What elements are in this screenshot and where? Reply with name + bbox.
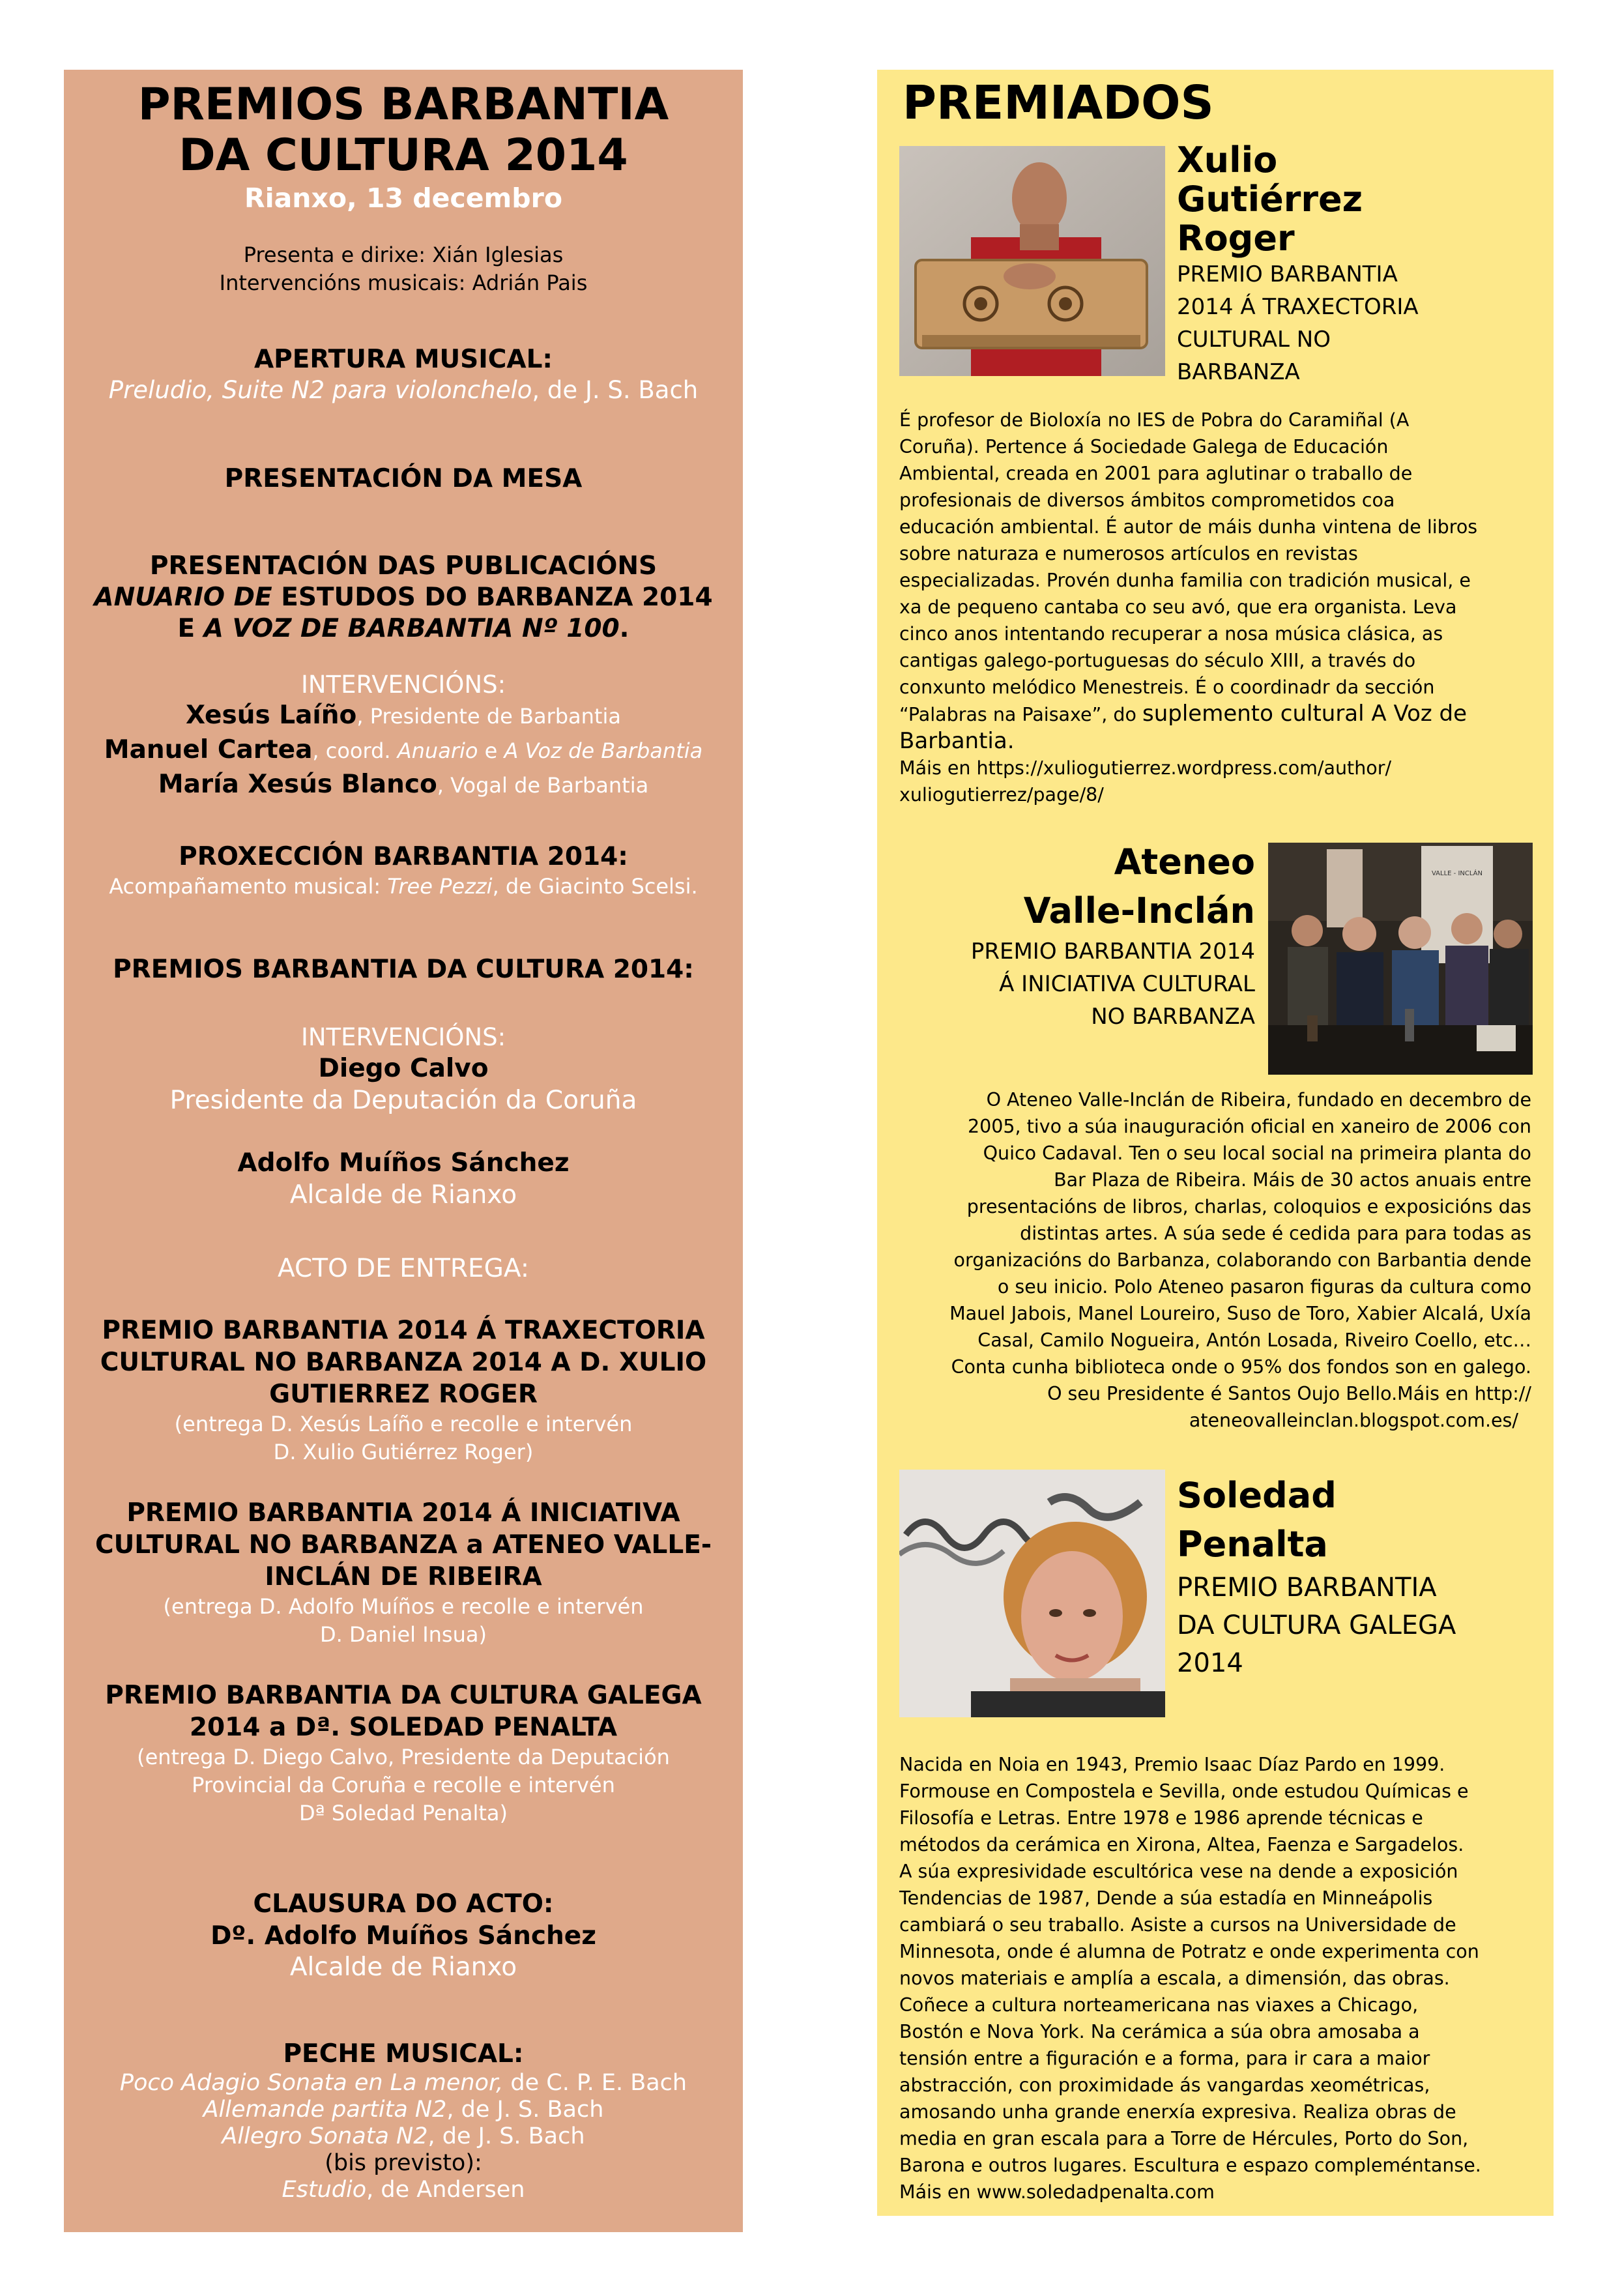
xulio-bio — [899, 407, 1544, 808]
winner-award: BARBANZA — [1177, 359, 1300, 385]
publications-voz: A VOZ DE BARBANTIA Nº 100 — [203, 614, 620, 643]
bio-line: profesionais de diversos ámbitos comprometidos coa — [899, 489, 1395, 511]
bio-line: O Ateneo Valle-Inclán de Ribeira, fundado en decembro de — [986, 1089, 1531, 1111]
speaker-role: , Vogal de Barbantia — [437, 773, 649, 798]
winners-panel — [877, 70, 1554, 2216]
award-line: PREMIO BARBANTIA 2014 Á TRAXECTORIA — [102, 1316, 705, 1345]
bio-line: organizacións do Barbanza, colaborando con Barbantia dende — [953, 1249, 1531, 1271]
speaker-name: Diego Calvo — [318, 1054, 489, 1083]
winners-heading: PREMIADOS — [903, 76, 1214, 130]
bio-line: Quico Cadaval. Ten o seu local social na primeira planta do — [983, 1142, 1531, 1164]
projection-section — [64, 841, 743, 900]
award-note: (entrega D. Xesús Laíño e recolle e intervén — [174, 1412, 633, 1436]
bio-line-highlight: suplemento cultural A Voz de — [1142, 701, 1468, 727]
programme-panel — [64, 70, 743, 2232]
bio-link: ateneovalleinclan.blogspot.com.es/ — [1189, 1410, 1518, 1431]
credits — [64, 241, 743, 297]
bio-line: sobre naturaza e numerosos artículos en revistas — [899, 543, 1358, 564]
mesa-heading: PRESENTACIÓN DA MESA — [224, 464, 583, 493]
winner-award: CULTURAL NO — [1177, 327, 1331, 353]
winner-award: 2014 Á TRAXECTORIA — [1177, 294, 1419, 320]
bio-line: presentacións de libros, charlas, coloquios e exposicións das — [966, 1196, 1531, 1217]
interventions-label: INTERVENCIÓNS: — [300, 1023, 506, 1051]
piece-title: Estudio — [282, 2177, 367, 2203]
bio-line: cinco anos intentando recuperar a nosa música clásica, as — [899, 623, 1443, 645]
speaker-role: , coord. — [312, 738, 398, 763]
bis-note: (bis previsto): — [325, 2150, 482, 2176]
ateneo-photo — [1268, 843, 1533, 1075]
bio-line: Coñece a cultura norteamericana nas viaxes a Chicago, — [899, 1994, 1419, 2016]
award-note: D. Xulio Gutiérrez Roger) — [273, 1440, 534, 1464]
soledad-header — [1177, 1471, 1542, 1682]
publications-anuario: ANUARIO DE — [94, 583, 272, 612]
music-line: Intervencións musicais: Adrián Pais — [219, 270, 588, 295]
bio-line: Casal, Camilo Nogueira, Antón Losada, Riveiro Coello, etc… — [977, 1330, 1531, 1351]
bio-line: o seu inicio. Polo Ateneo pasaron figuras da cultura como — [997, 1276, 1531, 1298]
opening-section — [64, 343, 743, 405]
place-date: Rianxo, 13 decembro — [244, 182, 562, 214]
ateneo-photo-image — [1268, 843, 1533, 1075]
speaker-name: Adolfo Muíños Sánchez — [237, 1148, 570, 1178]
award-line: 2014 a Dª. SOLEDAD PENALTA — [189, 1713, 618, 1742]
bio-line: 2005, tivo a súa inauguración oficial en xaneiro de 2006 con — [967, 1116, 1531, 1137]
bio-line: Tendencias de 1987, Dende a súa estadía en Minneápolis — [899, 1887, 1433, 1909]
projection-work: Tree Pezzi — [387, 874, 493, 899]
speaker-role: , Presidente de Barbantia — [356, 704, 621, 729]
title-line-1: PREMIOS BARBANTIA — [137, 79, 669, 130]
projection-note: Acompañamento musical: — [109, 874, 388, 899]
bio-link: Máis en https://xuliogutierrez.wordpress.com/author/ — [899, 757, 1392, 779]
piece-title: Poco Adagio Sonata en La menor, — [119, 2070, 504, 2096]
publications-line-2: ESTUDOS DO BARBANZA 2014 — [272, 583, 713, 612]
piece-composer: de C. P. E. Bach — [503, 2070, 687, 2096]
bio-line: métodos da cerámica en Xirona, Altea, Faenza e Sargadelos. — [899, 1834, 1464, 1855]
closing-music — [64, 2038, 743, 2203]
bio-line: distintas artes. A súa sede é cedida para para todas as — [1020, 1223, 1531, 1244]
speaker-role: Presidente da Deputación da Coruña — [169, 1086, 637, 1115]
award-note: Provincial da Coruña e recolle e intervén — [192, 1773, 615, 1797]
bio-line: Ambiental, creada en 2001 para aglutinar o traballo de — [899, 463, 1413, 484]
projection-composer: , de Giacinto Scelsi. — [492, 874, 698, 899]
bio-line: Formouse en Compostela e Sevilla, onde estudou Químicas e — [899, 1780, 1469, 1802]
interventions-1 — [64, 669, 743, 804]
bio-line: “Palabras na Paisaxe”, do — [899, 704, 1143, 725]
bio-line: Mauel Jabois, Manel Loureiro, Suso de Toro, Xabier Alcalá, Uxía — [949, 1303, 1531, 1324]
publications-suffix: . — [619, 614, 629, 643]
winner-name: Roger — [1177, 218, 1295, 259]
winner-award: PREMIO BARBANTIA 2014 — [970, 938, 1255, 965]
bio-line: media en gran escala para a Torre de Hércules, Porto do Son, — [899, 2128, 1469, 2149]
bio-line: Bar Plaza de Ribeira. Máis de 30 actos anuais entre — [1054, 1169, 1531, 1191]
bio-line: tensión entre a figuración e a forma, para ir cara a maior — [899, 2048, 1430, 2069]
speaker-name: María Xesús Blanco — [158, 770, 437, 799]
winner-name: Valle-Inclán — [1023, 890, 1255, 931]
piece-title: Allemande partita N2 — [203, 2097, 447, 2123]
speaker-role-voz: A Voz de Barbantia — [504, 738, 703, 763]
winner-name: Ateneo — [1114, 841, 1255, 882]
ateneo-header — [903, 837, 1255, 1033]
award-line: PREMIO BARBANTIA DA CULTURA GALEGA — [105, 1681, 702, 1710]
projection-heading: PROXECCIÓN BARBANTIA 2014: — [179, 842, 628, 871]
bio-line: cantigas galego-portuguesas do século XIII, a través do — [899, 650, 1416, 671]
publications-line-1: PRESENTACIÓN DAS PUBLICACIÓNS — [149, 551, 658, 581]
bio-line: Filosofía e Letras. Entre 1978 e 1986 aprende técnicas e — [899, 1807, 1423, 1829]
award-line: CULTURAL NO BARBANZA 2014 A D. XULIO — [100, 1348, 707, 1377]
programme-title — [64, 80, 743, 181]
speaker-name: Xesús Laíño — [186, 701, 357, 730]
closing-role: Alcalde de Rianxo — [289, 1953, 517, 1982]
soledad-photo — [899, 1470, 1165, 1717]
bio-line: especializadas. Provén dunha familia con tradición musical, e — [899, 570, 1471, 591]
piece-composer: , de Andersen — [366, 2177, 525, 2203]
closing-heading: CLAUSURA DO ACTO: — [253, 1889, 554, 1919]
winner-name: Penalta — [1177, 1524, 1328, 1565]
speaker-name: Manuel Cartea — [104, 735, 313, 764]
xulio-header — [1177, 141, 1542, 388]
piece-composer: , de J. S. Bach — [446, 2097, 604, 2123]
opening-work: Preludio, Suite N2 para violonchelo — [108, 376, 532, 404]
presenter-line: Presenta e dirixe: Xián Iglesias — [243, 242, 564, 267]
bio-line: A súa expresividade escultórica vese na dende a exposición — [899, 1861, 1458, 1882]
bio-line: xa de pequeno cantaba co seu avó, que era organista. Leva — [899, 596, 1457, 618]
winner-name: Soledad — [1177, 1475, 1337, 1516]
award-note: (entrega D. Diego Calvo, Presidente da Deputación — [137, 1745, 670, 1769]
soledad-bio — [899, 1751, 1544, 2205]
winner-name: Xulio — [1177, 139, 1278, 181]
closing-section — [64, 1888, 743, 1983]
publications-section — [64, 551, 743, 645]
winner-name: Gutiérrez — [1177, 179, 1363, 220]
winner-award: PREMIO BARBANTIA — [1177, 1573, 1437, 1603]
bio-link: Máis en www.soledadpenalta.com — [899, 2181, 1215, 2203]
soledad-photo-image — [899, 1470, 1165, 1717]
title-line-2: DA CULTURA 2014 — [179, 130, 628, 181]
piece-title: Allegro Sonata N2 — [222, 2123, 428, 2149]
award-line: CULTURAL NO BARBANZA a ATENEO VALLE- — [94, 1530, 712, 1560]
award-note: D. Daniel Insua) — [320, 1622, 487, 1647]
interventions-2 — [64, 1023, 743, 1212]
premios-heading: PREMIOS BARBANTIA DA CULTURA 2014: — [113, 955, 694, 984]
peche-heading: PECHE MUSICAL: — [283, 2039, 524, 2069]
bio-line: Nacida en Noia en 1943, Premio Isaac Díaz Pardo en 1999. — [899, 1754, 1445, 1775]
winner-award: DA CULTURA GALEGA — [1177, 1610, 1456, 1640]
bio-line: Barona e outros lugares. Escultura e espazo compleméntanse. — [899, 2155, 1481, 2176]
speaker-role-sep: e — [478, 738, 504, 763]
winner-award: Á INICIATIVA CULTURAL — [999, 971, 1255, 997]
award-note: Dª Soledad Penalta) — [298, 1801, 508, 1825]
opening-heading: APERTURA MUSICAL: — [253, 345, 553, 374]
bio-line: cambiará o seu traballo. Asiste a cursos na Universidade de — [899, 1914, 1456, 1936]
winner-award: 2014 — [1177, 1648, 1243, 1678]
bio-line: Minnesota, onde é alumna de Potratz e onde experimenta con — [899, 1941, 1479, 1962]
award-2 — [64, 1497, 743, 1649]
award-line: PREMIO BARBANTIA 2014 Á INICIATIVA — [126, 1498, 680, 1528]
bio-line: abstracción, con proximidade ás vangardas xeométricas, — [899, 2074, 1430, 2096]
award-3 — [64, 1679, 743, 1827]
speaker-role: Alcalde de Rianxo — [289, 1180, 517, 1210]
ateneo-bio — [899, 1086, 1531, 1434]
ateneo-sign-text: VALLE - INCLÁN — [1431, 870, 1483, 877]
speaker-role-anuario: Anuario — [397, 738, 478, 763]
bio-line: É profesor de Bioloxía no IES de Pobra do Caramiñal (A — [899, 409, 1410, 431]
award-line: INCLÁN DE RIBEIRA — [265, 1562, 542, 1591]
bio-line: Barbantia. — [899, 728, 1015, 754]
award-line: GUTIERREZ ROGER — [269, 1380, 538, 1409]
interventions-label: INTERVENCIÓNS: — [300, 671, 506, 699]
award-note: (entrega D. Adolfo Muíños e recolle e intervén — [163, 1594, 644, 1619]
bio-line: Bostón e Nova York. Na cerámica a súa obra amosaba a — [899, 2021, 1420, 2042]
bio-line: novos materiais e amplía a escala, a dimensión, das obras. — [899, 1968, 1450, 1989]
bio-line: educación ambiental. É autor de máis dunha vintena de libros — [899, 516, 1478, 538]
publications-prefix: E — [177, 614, 204, 643]
xulio-photo — [899, 146, 1165, 376]
bio-line: Coruña). Pertence á Sociedade Galega de Educación — [899, 436, 1389, 458]
xulio-photo-image — [899, 146, 1165, 376]
bio-line: amosando unha grande enerxía expresiva. Realiza obras de — [899, 2101, 1456, 2123]
bio-line: O seu Presidente é Santos Oujo Bello.Máis en http:// — [1047, 1383, 1531, 1404]
acto-heading: ACTO DE ENTREGA: — [278, 1254, 529, 1283]
winner-award: NO BARBANZA — [1091, 1004, 1255, 1030]
winner-award: PREMIO BARBANTIA — [1177, 261, 1398, 287]
award-1 — [64, 1315, 743, 1466]
bio-line: conxunto melódico Menestreis. É o coordinadr da sección — [899, 676, 1435, 698]
bio-line: Conta cunha biblioteca onde o 95% dos fondos son en galego. — [951, 1356, 1531, 1378]
piece-composer: , de J. S. Bach — [427, 2123, 585, 2149]
opening-composer: , de J. S. Bach — [532, 376, 699, 404]
closing-speaker: Dº. Adolfo Muíños Sánchez — [210, 1921, 596, 1951]
bio-link: xuliogutierrez/page/8/ — [899, 784, 1104, 806]
